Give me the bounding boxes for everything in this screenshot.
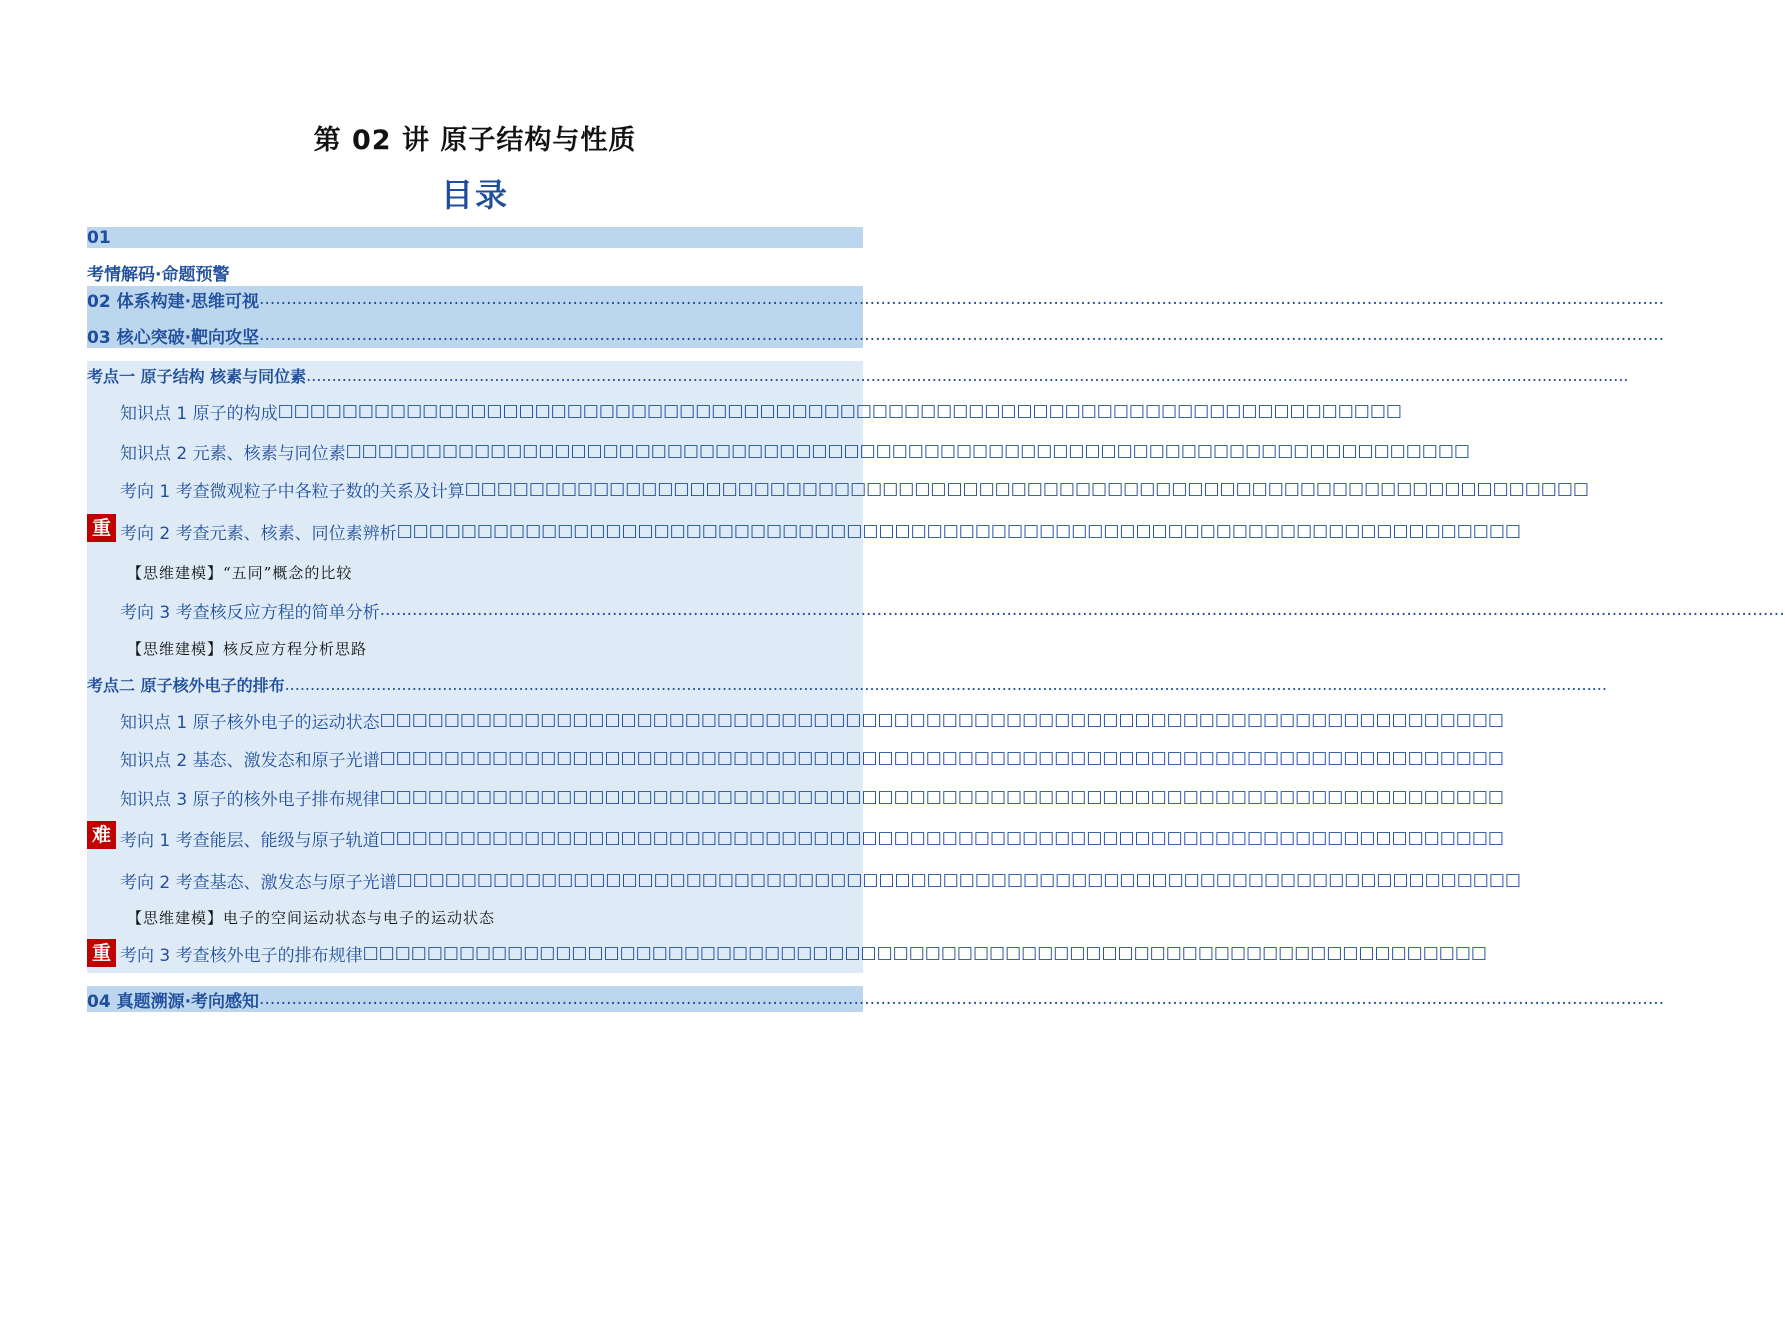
toc-item[interactable] (87, 739, 1504, 777)
toc-model-label: 【思维建模】电子的空间运动状态与电子的运动状态 (127, 908, 496, 927)
toc-item[interactable] (87, 817, 1504, 859)
toc-item-label: 知识点 2 基态、激发态和原子光谱 (120, 750, 380, 771)
toc-section-02-label: 02 体系构建·思维可视 (87, 291, 260, 312)
toc-item[interactable] (87, 509, 1521, 553)
toc-item-label: 考向 2 考查元素、核素、同位素辨析 (120, 523, 397, 544)
toc-item[interactable] (87, 933, 1487, 973)
dot-leader: .................................................................................................................................................................................................................................................................... (306, 365, 1629, 385)
toc-item-label: 考向 3 考查核外电子的排布规律 (120, 945, 363, 966)
box-leader: □□□□□□□□□□□□□□□□□□□□□□□□□□□□□□□□□□□□□□□□□□□□□□□□□□□□□□□□□□□□□□□□□□□□□□ (396, 870, 1521, 890)
toc-item[interactable] (87, 389, 1402, 433)
toc-section-04[interactable] (87, 986, 1665, 1012)
toc-item-label: 知识点 1 原子的构成 (120, 403, 278, 424)
toc-section-01-bar[interactable] (87, 227, 863, 248)
toc-item[interactable] (87, 591, 1785, 629)
toc-item[interactable] (87, 859, 1521, 901)
dot-leader: .................................................................................................................................................................................................................................................................... (379, 600, 1785, 620)
dot-leader: .................................................................................................................................................................................................................................................................... (259, 289, 1665, 309)
box-leader: □□□□□□□□□□□□□□□□□□□□□□□□□□□□□□□□□□□□□□□□□□□□□□□□□□□□□□□□□□□□□□□□□□□□□□ (362, 943, 1487, 963)
important-badge: 重 (87, 939, 116, 967)
toc-kaodian-2[interactable] (87, 667, 1607, 701)
toc-section-02[interactable] (87, 286, 1665, 312)
box-leader: □□□□□□□□□□□□□□□□□□□□□□□□□□□□□□□□□□□□□□□□□□□□□□□□□□□□□□□□□□□□□□□□□□□□□□ (379, 828, 1504, 848)
toc-item-label: 知识点 2 元素、核素与同位素 (120, 443, 346, 464)
toc-kaodian-1-label: 考点一 原子结构 核素与同位素 (87, 366, 307, 386)
box-leader: □□□□□□□□□□□□□□□□□□□□□□□□□□□□□□□□□□□□□□□□□□□□□□□□□□□□□□□□□□□□□□□□□□□□□□ (379, 748, 1504, 768)
dot-leader: .................................................................................................................................................................................................................................................................... (259, 325, 1665, 345)
box-leader: □□□□□□□□□□□□□□□□□□□□□□□□□□□□□□□□□□□□□□□□□□□□□□□□□□□□□□□□□□□□□□□□□□□□□□ (379, 710, 1504, 730)
toc-item[interactable] (87, 701, 1504, 739)
box-leader: □□□□□□□□□□□□□□□□□□□□□□□□□□□□□□□□□□□□□□□□□□□□□□□□□□□□□□□□□□□□□□□□□□□□□□ (396, 521, 1521, 541)
toc-item-label: 知识点 1 原子核外电子的运动状态 (120, 712, 380, 733)
toc-item[interactable] (87, 777, 1504, 817)
page-title: 第 02 讲 原子结构与性质 (313, 125, 637, 156)
toc-section-03-label: 03 核心突破·靶向攻坚 (87, 327, 260, 348)
toc-section-01-label[interactable]: 考情解码·命题预警 (87, 265, 230, 285)
toc-item-label: 考向 1 考查微观粒子中各粒子数的关系及计算 (120, 481, 465, 502)
box-leader: □□□□□□□□□□□□□□□□□□□□□□□□□□□□□□□□□□□□□□□□□□□□□□□□□□□□□□□□□□□□□□□□□□□□□□ (379, 787, 1504, 807)
toc-heading: 目录 (440, 176, 509, 214)
toc-item[interactable] (87, 433, 1470, 469)
important-badge: 重 (87, 514, 116, 542)
toc-item-label: 考向 2 考查基态、激发态与原子光谱 (120, 872, 397, 893)
toc-item[interactable] (87, 469, 1589, 509)
toc-kaodian-2-label: 考点二 原子核外电子的排布 (87, 675, 285, 695)
toc-model-label: 【思维建模】核反应方程分析思路 (127, 639, 368, 658)
toc-item-label: 知识点 3 原子的核外电子排布规律 (120, 789, 380, 810)
dot-leader: .................................................................................................................................................................................................................................................................... (284, 674, 1607, 694)
dot-leader: .................................................................................................................................................................................................................................................................... (259, 989, 1665, 1009)
toc-model[interactable] (87, 629, 863, 667)
toc-model[interactable] (87, 901, 863, 933)
toc-section-01-number: 01 (87, 227, 111, 248)
toc-item-label: 考向 1 考查能层、能级与原子轨道 (120, 830, 380, 851)
box-leader: □□□□□□□□□□□□□□□□□□□□□□□□□□□□□□□□□□□□□□□□□□□□□□□□□□□□□□□□□□□□□□□□□□□□□□ (277, 401, 1402, 421)
toc-section-03[interactable] (87, 312, 1665, 348)
box-leader: □□□□□□□□□□□□□□□□□□□□□□□□□□□□□□□□□□□□□□□□□□□□□□□□□□□□□□□□□□□□□□□□□□□□□□ (345, 441, 1470, 461)
toc-model[interactable] (87, 553, 863, 591)
difficult-badge: 难 (87, 821, 116, 849)
toc-model-label: 【思维建模】“五同”概念的比较 (127, 563, 353, 582)
toc-item-label: 考向 3 考查核反应方程的简单分析 (120, 602, 380, 623)
toc-section-04-label: 04 真题溯源·考向感知 (87, 991, 260, 1012)
toc-kaodian-1[interactable] (87, 361, 1629, 389)
box-leader: □□□□□□□□□□□□□□□□□□□□□□□□□□□□□□□□□□□□□□□□□□□□□□□□□□□□□□□□□□□□□□□□□□□□□□ (464, 479, 1589, 499)
